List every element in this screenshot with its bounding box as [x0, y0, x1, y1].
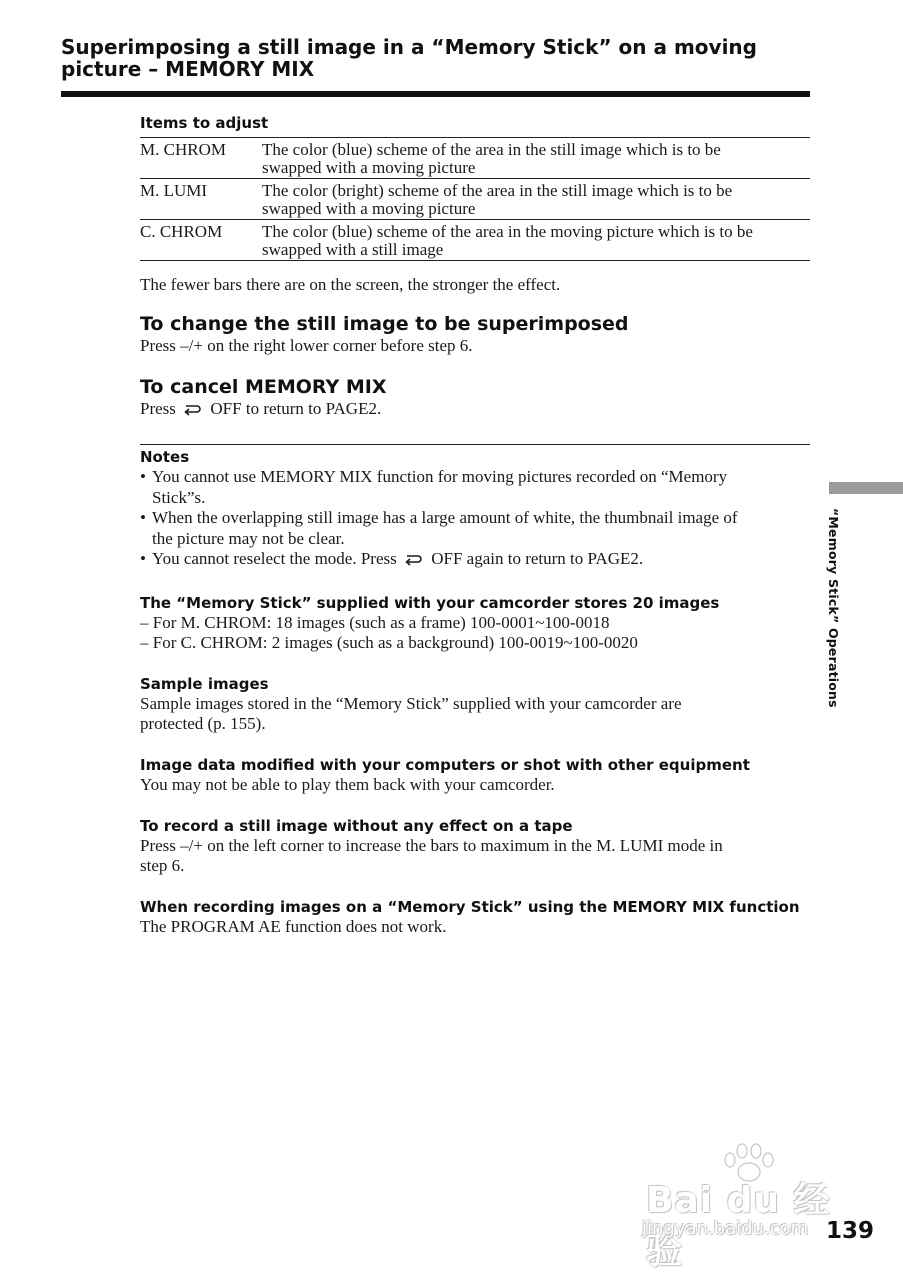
record-heading: To record a still image without any effect on a tape — [140, 816, 573, 835]
notes-heading: Notes — [140, 448, 190, 466]
stores-heading: The “Memory Stick” supplied with your camcorder stores 20 images — [140, 593, 720, 612]
notes-list — [140, 467, 810, 572]
page-title — [61, 36, 821, 80]
cancel-text-after: OFF to return to PAGE2. — [210, 399, 382, 418]
page-number: 139 — [826, 1218, 875, 1244]
cancel-text — [140, 399, 810, 421]
item-description — [262, 220, 810, 261]
notes-divider — [140, 444, 810, 445]
note-text-after: OFF again to return to PAGE2. — [431, 549, 644, 568]
watermark-brand: Bai du 经验 — [646, 1180, 831, 1272]
recording-text: The PROGRAM AE function does not work. — [140, 916, 447, 936]
sample-heading: Sample images — [140, 674, 269, 693]
bullet-icon: • — [140, 467, 146, 486]
return-arrow-icon — [182, 401, 202, 421]
modified-heading: Image data modified with your computers or shot with other equipment — [140, 755, 750, 774]
note-line: You cannot use MEMORY MIX function for moving pictures recorded on “Memory — [152, 467, 728, 486]
section-side-label: “Memory Stick” Operations — [826, 508, 841, 708]
note-line: When the overlapping still image has a large amount of white, the thumbnail image of — [152, 508, 738, 527]
watermark-url: jingyan.baidu.com — [642, 1218, 809, 1239]
item-desc-line: The color (blue) scheme of the area in the still image which is to be — [262, 140, 721, 159]
bullet-icon: • — [140, 549, 146, 568]
return-arrow-icon — [403, 551, 423, 572]
item-desc-line: The color (blue) scheme of the area in the moving picture which is to be — [262, 222, 753, 241]
item-desc-line: swapped with a still image — [262, 240, 444, 259]
bullet-icon: • — [140, 508, 146, 527]
page-title-line1: Superimposing a still image in a “Memory Stick” on a moving — [61, 35, 757, 59]
sample-line: Sample images stored in the “Memory Stick” supplied with your camcorder are — [140, 693, 682, 713]
bars-note: The fewer bars there are on the screen, the stronger the effect. — [140, 275, 561, 294]
items-table — [140, 137, 810, 261]
item-name: M. LUMI — [140, 181, 208, 200]
item-name: C. CHROM — [140, 222, 223, 241]
table-row — [140, 220, 810, 261]
title-rule — [61, 91, 810, 97]
item-description — [262, 138, 810, 179]
watermark — [640, 1146, 840, 1272]
change-text: Press –/+ on the right lower corner before step 6. — [140, 336, 473, 355]
note-text-before: You cannot reselect the mode. Press — [152, 549, 397, 568]
main-content — [140, 114, 810, 937]
list-item — [140, 549, 810, 572]
item-desc-line: swapped with a moving picture — [262, 158, 476, 177]
list-item — [140, 467, 810, 508]
note-line: the picture may not be clear. — [152, 528, 345, 548]
modified-text: You may not be able to play them back with your camcorder. — [140, 774, 555, 794]
cancel-heading: To cancel MEMORY MIX — [140, 376, 387, 398]
item-name: M. CHROM — [140, 140, 226, 159]
record-line: step 6. — [140, 855, 185, 875]
note-line: Stick”s. — [152, 487, 206, 507]
item-desc-line: The color (bright) scheme of the area in the still image which is to be — [262, 181, 733, 200]
item-desc-line: swapped with a moving picture — [262, 199, 476, 218]
list-item — [140, 508, 810, 549]
stores-line: – For C. CHROM: 2 images (such as a background) 100-0019~100-0020 — [140, 632, 638, 652]
table-row — [140, 138, 810, 179]
page-title-line2: picture – MEMORY MIX — [61, 57, 315, 81]
cancel-text-before: Press — [140, 399, 176, 418]
sample-line: protected (p. 155). — [140, 713, 266, 733]
record-line: Press –/+ on the left corner to increase the bars to maximum in the M. LUMI mode in — [140, 835, 723, 855]
stores-line: – For M. CHROM: 18 images (such as a frame) 100-0001~100-0018 — [140, 612, 610, 632]
recording-heading: When recording images on a “Memory Stick” using the MEMORY MIX function — [140, 897, 800, 916]
items-to-adjust-heading: Items to adjust — [140, 114, 269, 132]
section-tab-marker — [829, 482, 903, 494]
change-heading: To change the still image to be superimposed — [140, 313, 629, 335]
table-row — [140, 179, 810, 220]
item-description — [262, 179, 810, 220]
